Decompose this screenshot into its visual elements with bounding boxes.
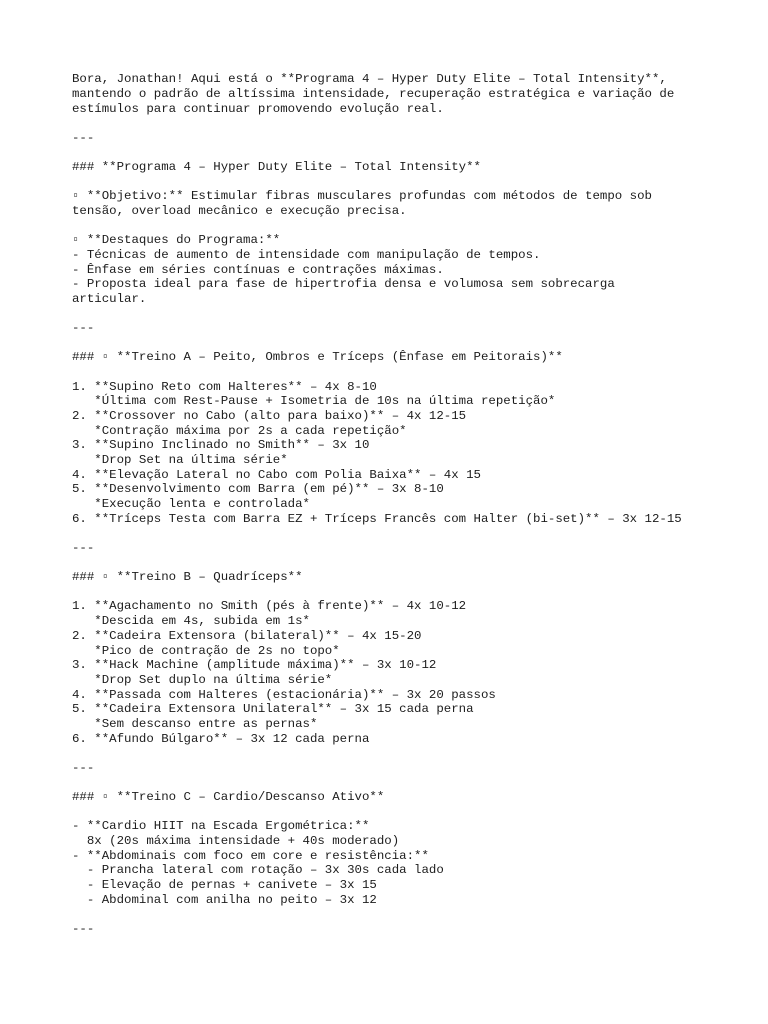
workout-c-line: - **Abdominais com foco em core e resistência:** bbox=[72, 849, 429, 863]
workout-a-line: 2. **Crossover no Cabo (alto para baixo)** – 4x 12-15 bbox=[72, 409, 467, 423]
intro-line: estímulos para continuar promovendo evolução real. bbox=[72, 102, 444, 116]
workout-b-line: *Sem descanso entre as pernas* bbox=[72, 717, 318, 731]
workout-b-line: *Drop Set duplo na última série* bbox=[72, 673, 333, 687]
intro-line: Bora, Jonathan! Aqui está o **Programa 4 – Hyper Duty Elite – Total Intensity**, bbox=[72, 72, 667, 86]
divider: --- bbox=[72, 922, 95, 936]
highlights-item: - Proposta ideal para fase de hipertrofia densa e volumosa sem sobrecarga bbox=[72, 277, 615, 291]
workout-c-heading: ### ▫ **Treino C – Cardio/Descanso Ativo** bbox=[72, 790, 385, 804]
workout-a-line: 1. **Supino Reto com Halteres** – 4x 8-10 bbox=[72, 380, 377, 394]
workout-b-line: 4. **Passada com Halteres (estacionária)** – 3x 20 passos bbox=[72, 688, 496, 702]
highlights-item: articular. bbox=[72, 292, 147, 306]
workout-a-line: 3. **Supino Inclinado no Smith** – 3x 10 bbox=[72, 438, 370, 452]
workout-a-line: 5. **Desenvolvimento com Barra (em pé)** – 3x 8-10 bbox=[72, 482, 444, 496]
workout-b-heading: ### ▫ **Treino B – Quadríceps** bbox=[72, 570, 303, 584]
workout-a-line: 4. **Elevação Lateral no Cabo com Polia Baixa** – 4x 15 bbox=[72, 468, 481, 482]
intro-line: mantendo o padrão de altíssima intensidade, recuperação estratégica e variação de bbox=[72, 87, 675, 101]
highlights-item: - Ênfase em séries contínuas e contrações máximas. bbox=[72, 263, 444, 277]
divider: --- bbox=[72, 761, 95, 775]
workout-b-line: 5. **Cadeira Extensora Unilateral** – 3x 15 cada perna bbox=[72, 702, 474, 716]
workout-b-line: *Descida em 4s, subida em 1s* bbox=[72, 614, 310, 628]
objective-line: tensão, overload mecânico e execução precisa. bbox=[72, 204, 407, 218]
program-heading: ### **Programa 4 – Hyper Duty Elite – Total Intensity** bbox=[72, 160, 481, 174]
workout-a-line: *Última com Rest-Pause + Isometria de 10s na última repetição* bbox=[72, 394, 556, 408]
workout-a-line: *Drop Set na última série* bbox=[72, 453, 288, 467]
workout-a-line: *Contração máxima por 2s a cada repetição* bbox=[72, 424, 407, 438]
workout-c-line: - Abdominal com anilha no peito – 3x 12 bbox=[72, 893, 377, 907]
workout-b-line: 3. **Hack Machine (amplitude máxima)** – 3x 10-12 bbox=[72, 658, 437, 672]
workout-a-line: 6. **Tríceps Testa com Barra EZ + Tríceps Francês com Halter (bi-set)** – 3x 12-15 bbox=[72, 512, 682, 526]
workout-c-line: 8x (20s máxima intensidade + 40s moderado) bbox=[72, 834, 400, 848]
workout-b-line: 2. **Cadeira Extensora (bilateral)** – 4x 15-20 bbox=[72, 629, 422, 643]
highlights-item: - Técnicas de aumento de intensidade com manipulação de tempos. bbox=[72, 248, 541, 262]
workout-b-line: *Pico de contração de 2s no topo* bbox=[72, 644, 340, 658]
workout-a-heading: ### ▫ **Treino A – Peito, Ombros e Tríceps (Ênfase em Peitorais)** bbox=[72, 350, 563, 364]
workout-c-line: - Elevação de pernas + canivete – 3x 15 bbox=[72, 878, 377, 892]
workout-c-line: - Prancha lateral com rotação – 3x 30s cada lado bbox=[72, 863, 444, 877]
divider: --- bbox=[72, 131, 95, 145]
divider: --- bbox=[72, 321, 95, 335]
workout-c-line: - **Cardio HIIT na Escada Ergométrica:** bbox=[72, 819, 370, 833]
workout-a-line: *Execução lenta e controlada* bbox=[72, 497, 310, 511]
workout-b-line: 6. **Afundo Búlgaro** – 3x 12 cada perna bbox=[72, 732, 370, 746]
highlights-title: ▫ **Destaques do Programa:** bbox=[72, 233, 281, 247]
workout-b-line: 1. **Agachamento no Smith (pés à frente)** – 4x 10-12 bbox=[72, 599, 467, 613]
divider: --- bbox=[72, 541, 95, 555]
objective-line: ▫ **Objetivo:** Estimular fibras musculares profundas com métodos de tempo sob bbox=[72, 189, 652, 203]
